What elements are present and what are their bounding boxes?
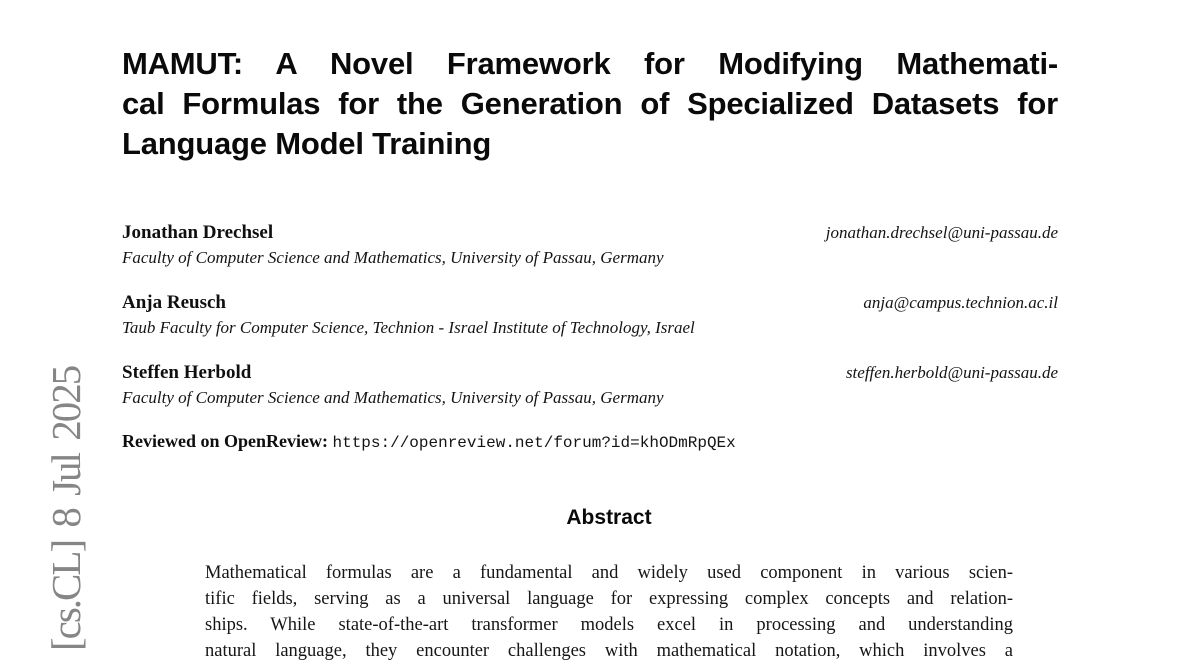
author-list — [122, 220, 1058, 410]
paper-title-line: MAMUT: A Novel Framework for Modifying Mathemati- — [122, 46, 1058, 81]
paper-title-line: Language Model Training — [122, 126, 492, 161]
author-block — [122, 220, 1058, 270]
openreview-url-link[interactable]: https://openreview.net/forum?id=khODmRpQEx — [332, 434, 736, 452]
arxiv-sidebar-banner: [cs.CL] 8 Jul 2025 — [43, 366, 89, 651]
abstract-body — [205, 560, 1013, 664]
author-affiliation: Faculty of Computer Science and Mathematics, University of Passau, Germany — [122, 388, 664, 407]
author-row — [122, 360, 1058, 386]
author-block — [122, 290, 1058, 340]
abstract-heading: Abstract — [566, 506, 652, 529]
abstract-line: ships. While state-of-the-art transformer models excel in processing and understanding — [205, 615, 1013, 635]
author-affiliation: Faculty of Computer Science and Mathematics, University of Passau, Germany — [122, 248, 664, 267]
author-row — [122, 290, 1058, 316]
author-block — [122, 360, 1058, 410]
openreview-label: Reviewed on OpenReview: — [122, 431, 328, 451]
abstract-line: Mathematical formulas are a fundamental and widely used component in various scien- — [205, 563, 1013, 583]
openreview-line — [122, 430, 1058, 454]
abstract-line: tific fields, serving as a universal language for expressing complex concepts and relation- — [205, 589, 1013, 609]
abstract-line: natural language, they encounter challenges with mathematical notation, which involves a — [205, 641, 1013, 661]
author-name: Jonathan Drechsel — [122, 222, 274, 243]
author-email: steffen.herbold@uni-passau.de — [845, 363, 1058, 382]
author-email: jonathan.drechsel@uni-passau.de — [825, 223, 1058, 242]
author-row — [122, 220, 1058, 246]
paper-title — [122, 44, 1058, 164]
paper-title-line: cal Formulas for the Generation of Specialized Datasets for — [122, 86, 1058, 121]
author-name: Steffen Herbold — [122, 362, 252, 383]
author-email: anja@campus.technion.ac.il — [863, 293, 1058, 312]
author-affiliation: Taub Faculty for Computer Science, Technion - Israel Institute of Technology, Israel — [122, 318, 695, 337]
paper-content — [122, 44, 1058, 664]
author-name: Anja Reusch — [122, 292, 226, 313]
